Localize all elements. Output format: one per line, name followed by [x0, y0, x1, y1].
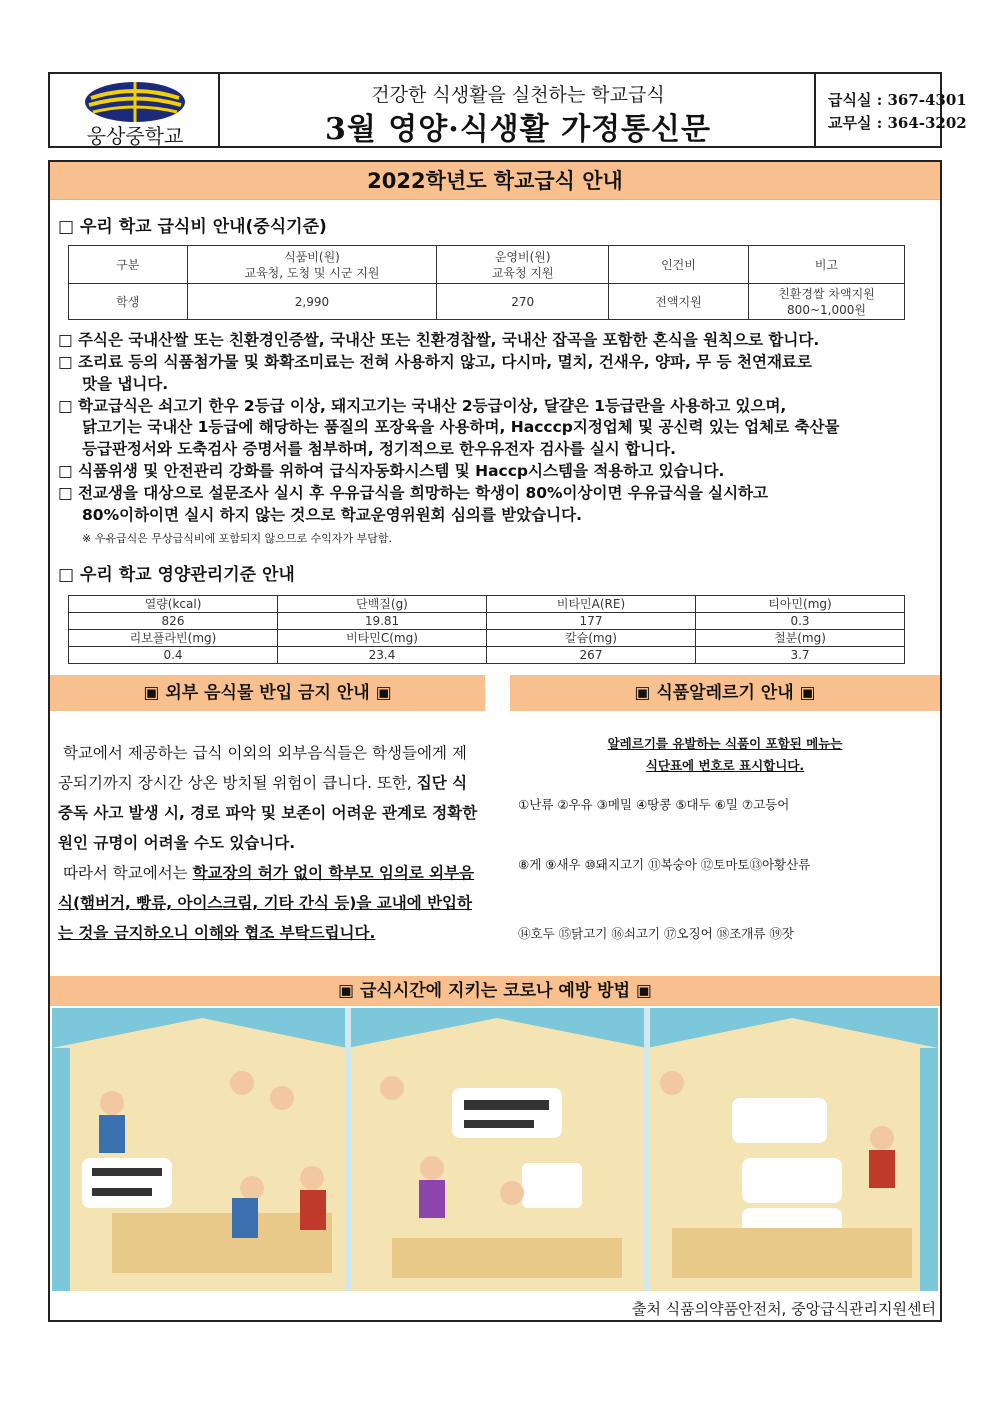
nutrition-header-cell: 티아민(mg)	[696, 596, 905, 613]
contact-office: 교무실 : 364-3202	[828, 114, 967, 132]
school-name: 웅상중학교	[86, 124, 184, 148]
fee-table-row	[69, 284, 905, 320]
bullet-continuation: 맛을 냅니다.	[82, 375, 169, 393]
nutrition-header-row	[69, 630, 905, 647]
poster-illustration	[52, 1008, 938, 1291]
bullet-item: □ 주식은 국내산쌀 또는 친환경인증쌀, 국내산 또는 친환경찹쌀, 국내산 잡곡을 포함한 혼식을 원칙으로 합니다.	[58, 331, 820, 349]
nutrition-value-cell: 826	[69, 613, 278, 630]
fee-table	[68, 245, 905, 320]
bullet-continuation: 등급판정서와 도축검사 증명서를 첨부하며, 정기적으로 한우유전자 검사를 실시 합니다.	[82, 440, 676, 458]
fee-cell: 2,990	[187, 284, 437, 320]
fee-section-heading: □ 우리 학교 급식비 안내(중식기준)	[58, 217, 327, 237]
contact-cell	[816, 74, 967, 146]
fee-header-cell: 구분	[69, 246, 188, 284]
food-ban-paragraph-1: 학교에서 제공하는 급식 이외의 외부음식들은 학생들에게 제공되기까지 장시간 상온 방치될 위험이 큽니다. 또한, 집단 식중독 사고 발생 시, 경로 파악 및 보존이 어려운 관계로 정확한 원인 규명이 어려울 수도 있습니다.	[58, 744, 478, 852]
milk-note: ※ 우유급식은 무상급식비에 포함되지 않으므로 수익자가 부담함.	[82, 532, 392, 545]
fee-header-cell: 식품비(원) 교육청, 도청 및 시군 지원	[187, 246, 437, 284]
nutrition-value-row	[69, 647, 905, 664]
contact-cafeteria: 급식실 : 367-4301	[828, 91, 967, 109]
fee-header-cell: 인건비	[608, 246, 748, 284]
bullet-item: □ 조리료 등의 식품첨가물 및 화확조미료는 전혀 사용하지 않고, 다시마, 멸치, 건새우, 양파, 무 등 천연재료로	[58, 353, 812, 371]
nutrition-section-heading: □ 우리 학교 영양관리기준 안내	[58, 565, 295, 585]
bullet-item: □ 식품위생 및 안전관리 강화를 위하여 급식자동화시스템 및 Haccp시스템을 적용하고 있습니다.	[58, 462, 725, 480]
nutrition-value-row	[69, 613, 905, 630]
fee-cell: 270	[437, 284, 609, 320]
allergy-list-row-3: ⑭호두 ⑮닭고기 ⑯쇠고기 ⑰오징어 ⑱조개류 ⑲잣	[518, 926, 794, 941]
logo-cell	[50, 74, 220, 146]
bullet-item: □ 학교급식은 쇠고기 한우 2등급 이상, 돼지고기는 국내산 2등급이상, 달걀은 1등급란을 사용하고 있으며,	[58, 397, 787, 415]
allergy-intro-line-2: 식단표에 번호로 표시합니다.	[645, 758, 805, 773]
fee-cell: 전액지원	[608, 284, 748, 320]
nutrition-value-cell: 0.3	[696, 613, 905, 630]
fee-header-cell: 운영비(원) 교육청 지원	[437, 246, 609, 284]
nutrition-header-cell: 비타민A(RE)	[487, 596, 696, 613]
allergy-heading: ▣ 식품알레르기 안내 ▣	[510, 675, 940, 711]
fee-cell: 학생	[69, 284, 188, 320]
nutrition-header-row	[69, 596, 905, 613]
newsletter-header	[48, 72, 967, 148]
nutrition-value-cell: 19.81	[278, 613, 487, 630]
nutrition-table	[68, 595, 905, 664]
fee-cell: 친환경쌀 차액지원 800~1,000원	[749, 284, 905, 320]
main-section-band: 2022학년도 학교급식 안내	[50, 162, 940, 200]
newsletter-title: 3월 영양·식생활 가정통신문	[325, 112, 711, 147]
bullet-continuation: 닭고기는 국내산 1등급에 해당하는 품질의 포장육을 사용하며, Hacccp지정업체 및 공신력 있는 업체로 축산물	[82, 418, 840, 436]
nutrition-value-cell: 0.4	[69, 647, 278, 664]
food-ban-heading: ▣ 외부 음식물 반입 금지 안내 ▣	[50, 675, 485, 711]
school-emblem-logo	[83, 80, 187, 124]
nutrition-value-cell: 177	[487, 613, 696, 630]
nutrition-header-cell: 열량(kcal)	[69, 596, 278, 613]
nutrition-value-cell: 23.4	[278, 647, 487, 664]
nutrition-header-cell: 단백질(g)	[278, 596, 487, 613]
nutrition-value-cell: 267	[487, 647, 696, 664]
food-ban-paragraph-2: 따라서 학교에서는 학교장의 허가 없이 학부모 임의로 외부음식(햄버거, 빵류, 아이스크림, 기타 간식 등)을 교내에 반입하는 것을 금지하오니 이해와 협조 부탁드립니다.	[58, 864, 475, 942]
title-cell	[220, 74, 816, 146]
source-credit: 출처 식품의약품안전처, 중앙급식관리지원센터	[631, 1300, 936, 1318]
corona-prevention-poster	[52, 1008, 938, 1291]
allergy-intro-line-1: 알레르기를 유발하는 식품이 포함된 메뉴는	[607, 736, 843, 751]
nutrition-header-cell: 리보플라빈(mg)	[69, 630, 278, 647]
fee-table-header-row	[69, 246, 905, 284]
food-ban-text	[58, 738, 478, 948]
nutrition-header-cell: 칼슘(mg)	[487, 630, 696, 647]
nutrition-value-cell: 3.7	[696, 647, 905, 664]
fee-header-cell: 비고	[749, 246, 905, 284]
bullet-item: □ 전교생을 대상으로 설문조사 실시 후 우유급식을 희망하는 학생이 80%이상이면 우유급식을 실시하고	[58, 484, 768, 502]
corona-heading: ▣ 급식시간에 지키는 코로나 예방 방법 ▣	[50, 976, 940, 1006]
allergy-list-row-2: ⑧게 ⑨새우 ⑩돼지고기 ⑪복숭아 ⑫토마토⑬아황산류	[518, 857, 811, 872]
newsletter-subtitle: 건강한 식생활을 실천하는 학교급식	[371, 84, 665, 106]
bullet-continuation: 80%이하이면 실시 하지 않는 것으로 학교운영위원회 심의를 받았습니다.	[82, 506, 583, 524]
nutrition-header-cell: 철분(mg)	[696, 630, 905, 647]
nutrition-header-cell: 비타민C(mg)	[278, 630, 487, 647]
allergy-list-row-1: ①난류 ②우유 ③메밀 ④땅콩 ⑤대두 ⑥밀 ⑦고등어	[518, 797, 790, 812]
